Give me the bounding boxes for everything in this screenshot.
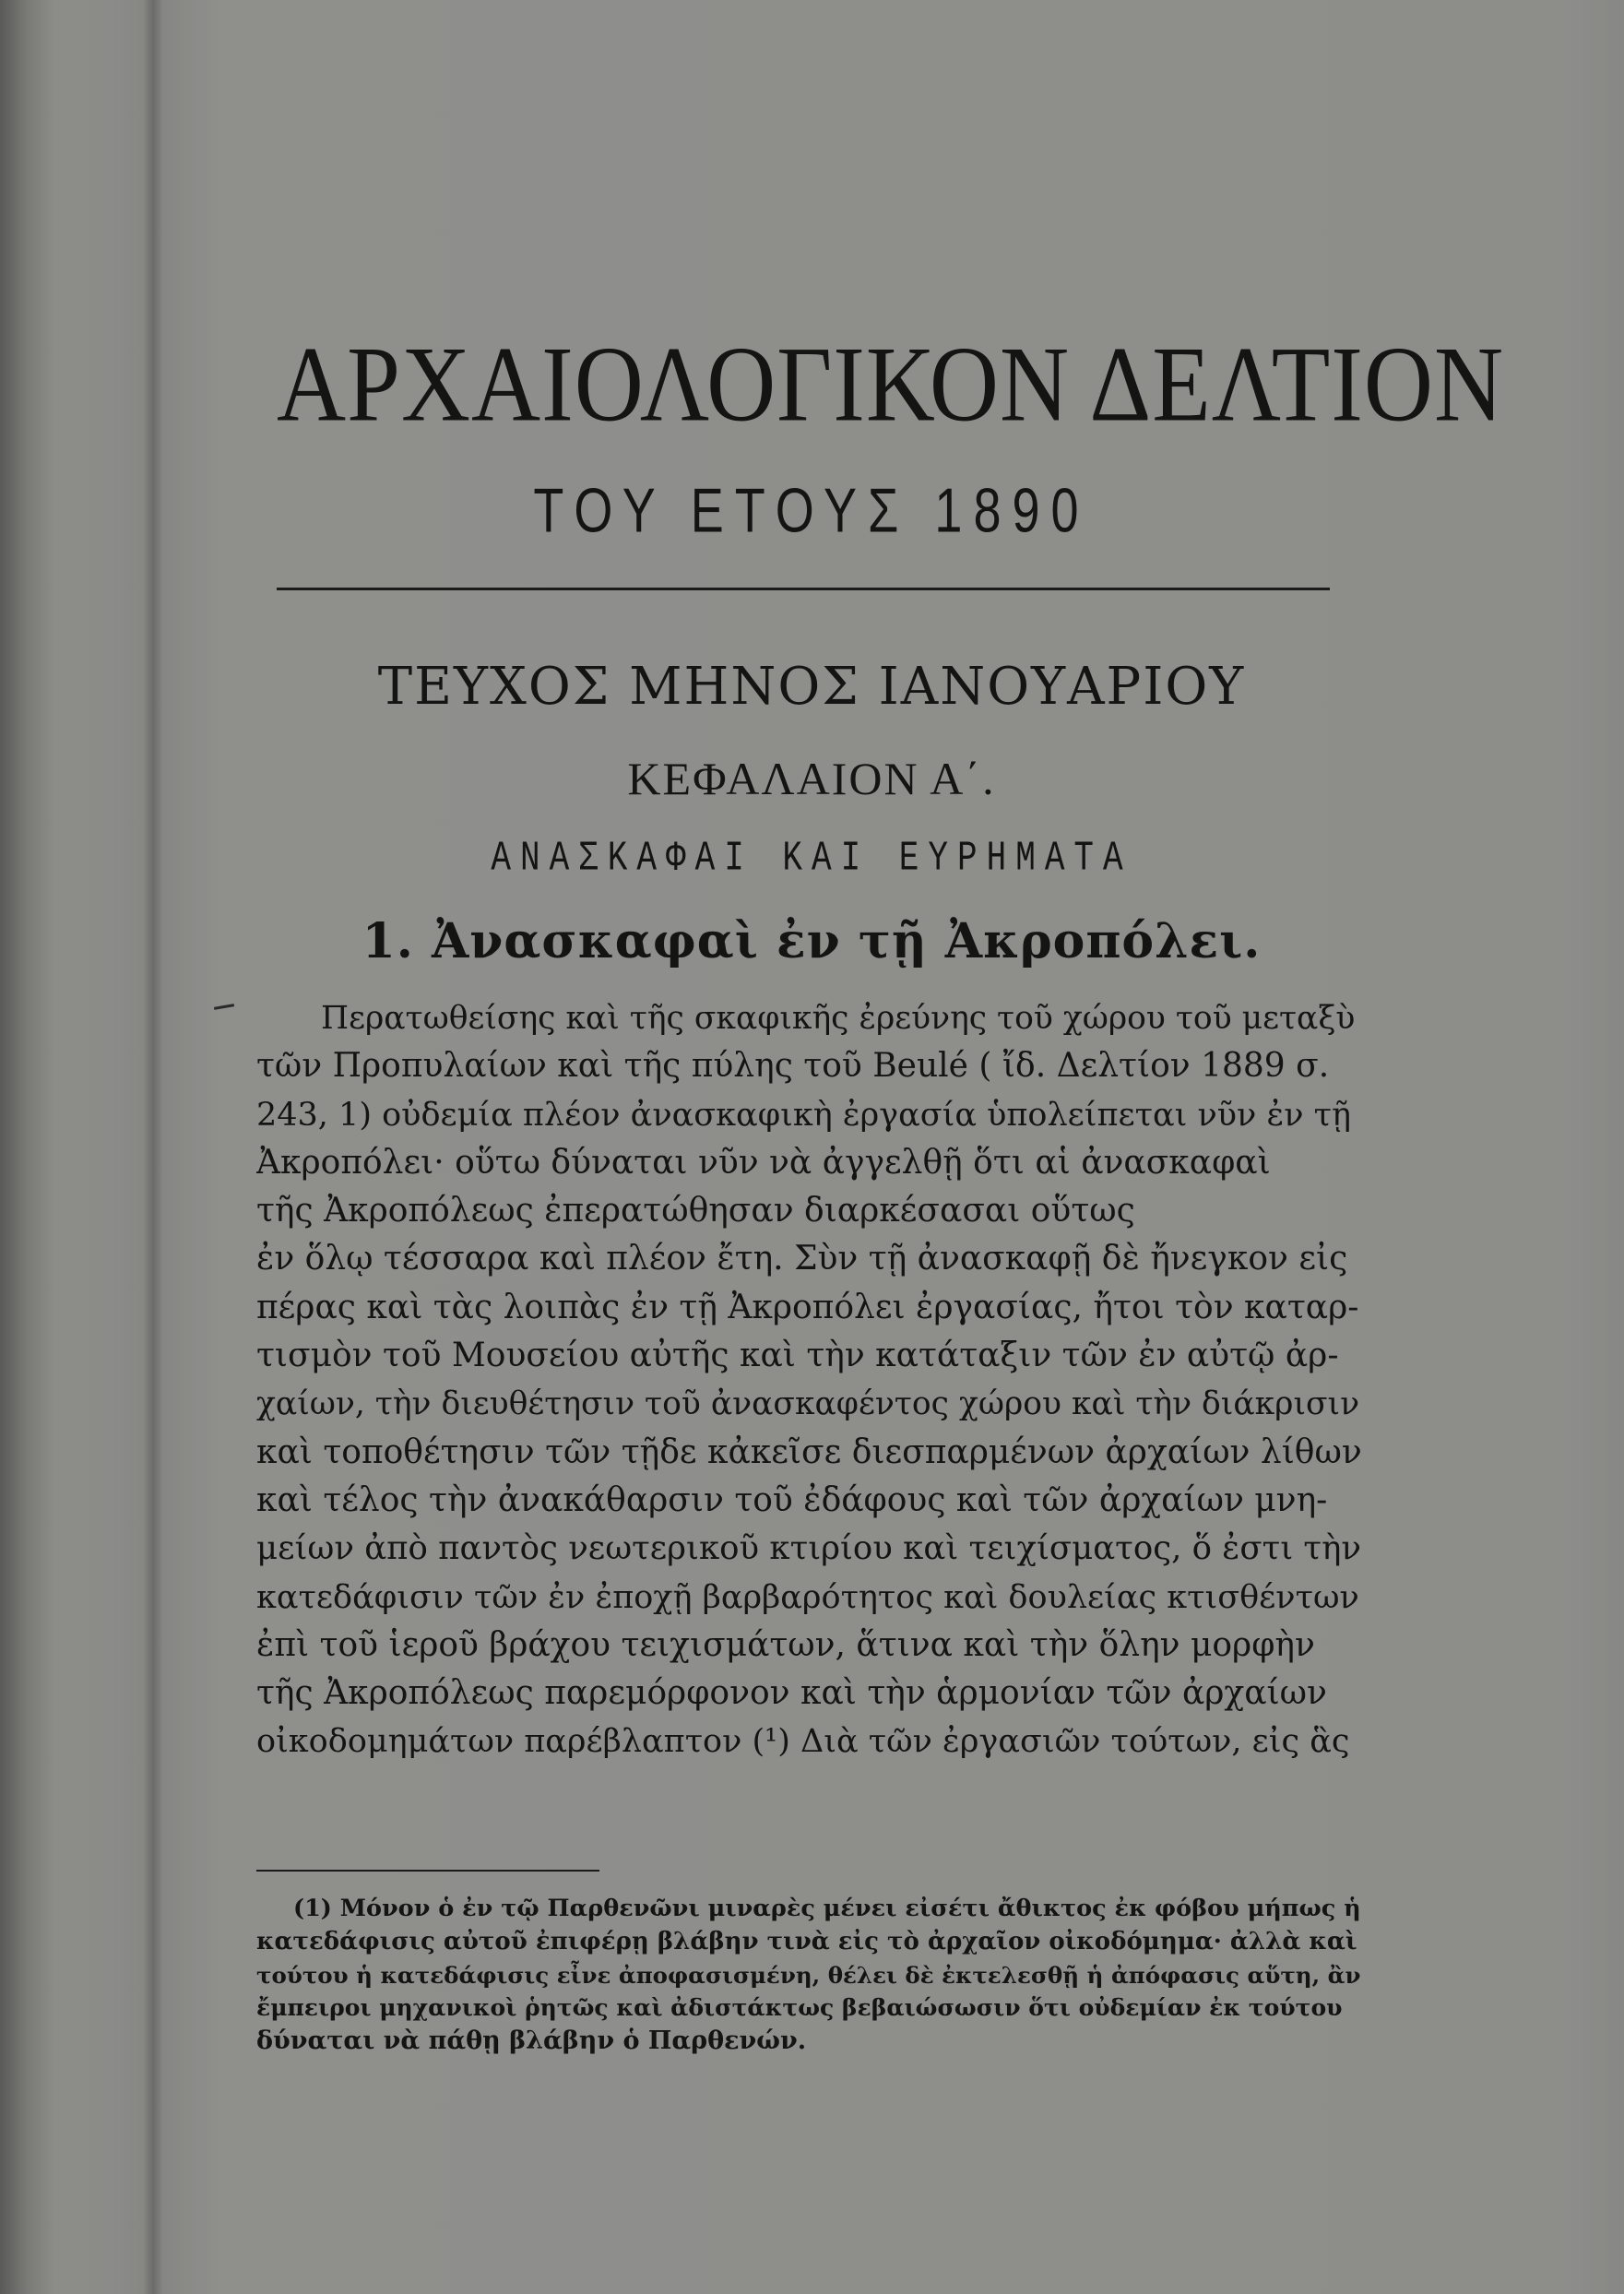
footnote-line: ἔμπειροι μηχανικοὶ ῥητῶς καὶ ἀδιστάκτως βεβαιώσωσιν ὅτι οὐδεμίαν ἐκ τούτου <box>256 1994 1343 2022</box>
body-text <box>256 994 1363 1766</box>
chapter-heading: ΚΕΦΑΛΑΙΟΝ Α΄. <box>627 753 996 804</box>
body-line: καὶ τέλος τὴν ἀνακάθαρσιν τοῦ ἐδάφους καὶ τῶν ἀρχαίων μνη- <box>256 1480 1328 1519</box>
body-line: χαίων, τὴν διευθέτησιν τοῦ ἀνασκαφέντος χώρου καὶ τὴν διάκρισιν <box>256 1385 1360 1423</box>
issue-heading: ΤΕΥΧΟΣ ΜΗΝΟΣ ΙΑΝΟΥΑΡΙΟΥ <box>377 657 1246 717</box>
footnote-divider <box>256 1870 599 1872</box>
title-divider <box>277 588 1330 590</box>
article-heading: 1. Ἀνασκαφαὶ ἐν τῇ Ἀκροπόλει. <box>362 913 1262 969</box>
body-line: καὶ τοποθέτησιν τῶν τῇδε κἀκεῖσε διεσπαρμένων ἀρχαίων λίθων <box>256 1432 1362 1471</box>
body-line: τῶν Προπυλαίων καὶ τῆς πύλης τοῦ Beulé ( ἴδ. Δελτίον 1889 σ. <box>256 1047 1330 1086</box>
body-line: τισμὸν τοῦ Μουσείου αὐτῆς καὶ τὴν κατάταξιν τῶν ἐν αὐτῷ ἀρ- <box>256 1337 1339 1375</box>
body-line: Περατωθείσης καὶ τῆς σκαφικῆς ἐρεύνης τοῦ χώρου τοῦ μεταξὺ <box>321 1000 1356 1037</box>
footnote-line: δύναται νὰ πάθῃ βλάβην ὁ Παρθενών. <box>256 2027 807 2056</box>
footnote-line: (1) Μόνον ὁ ἐν τῷ Παρθενῶνι μιναρὲς μένει εἰσέτι ἄθικτος ἐκ φόβου μήπως ἡ <box>293 1895 1361 1922</box>
journal-year: ΤΟΥ ΕΤΟΥΣ 1890 <box>533 476 1090 546</box>
body-line: 243, 1) οὐδεμία πλέον ἀνασκαφικὴ ἐργασία ὑπολείπεται νῦν ἐν τῇ <box>256 1096 1351 1134</box>
body-line: ἐπὶ τοῦ ἱεροῦ βράχου τειχισμάτων, ἅτινα καὶ τὴν ὅλην μορφὴν <box>256 1625 1315 1664</box>
section-heading: ΑΝΑΣΚΑΦΑΙ ΚΑΙ ΕΥΡΗΜΑΤΑ <box>491 835 1132 883</box>
body-line: τῆς Ἀκροπόλεως παρεμόρφονον καὶ τὴν ἁρμονίαν τῶν ἀρχαίων <box>256 1674 1327 1713</box>
footnote-line: τούτου ἡ κατεδάφισις εἶνε ἀποφασισμένη, θέλει δὲ ἐκτελεσθῇ ἡ ἀπόφασις αὕτη, ἂν <box>256 1961 1361 1989</box>
footnote-line: κατεδάφισις αὐτοῦ ἐπιφέρῃ βλάβην τινὰ εἰς τὸ ἀρχαῖον οἰκοδόμημα· ἀλλὰ καὶ <box>256 1927 1357 1955</box>
body-line: Ἀκροπόλει· οὕτω δύναται νῦν νὰ ἀγγελθῇ ὅτι αἱ ἀνασκαφαὶ <box>256 1143 1271 1182</box>
body-line: μείων ἀπὸ παντὸς νεωτερικοῦ κτιρίου καὶ τειχίσματος, ὅ ἐστι τὴν <box>256 1529 1361 1568</box>
book-binding-shadow <box>143 0 163 2294</box>
body-line: κατεδάφισιν τῶν ἐν ἐποχῇ βαρβαρότητος καὶ δουλείας κτισθέντων <box>256 1578 1359 1616</box>
body-line: πέρας καὶ τὰς λοιπὰς ἐν τῇ Ἀκροπόλει ἐργασίας, ἤτοι τὸν καταρ- <box>256 1288 1359 1326</box>
body-line: οἰκοδομημάτων παρέβλαπτον (¹) Διὰ τῶν ἐργασιῶν τούτων, εἰς ἃς <box>256 1723 1350 1761</box>
body-line: τῆς Ἀκροπόλεως ἐπερατώθησαν διαρκέσασαι οὕτως <box>256 1192 1135 1230</box>
footnote <box>256 1893 1363 2058</box>
journal-title: ΑΡΧΑΙΟΛΟΓΙΚΟΝ ΔΕΛΤΙΟΝ <box>277 325 1505 445</box>
body-line: ἐν ὅλῳ τέσσαρα καὶ πλέον ἔτη. Σὺν τῇ ἀνασκαφῇ δὲ ἤνεγκον εἰς <box>256 1240 1348 1278</box>
